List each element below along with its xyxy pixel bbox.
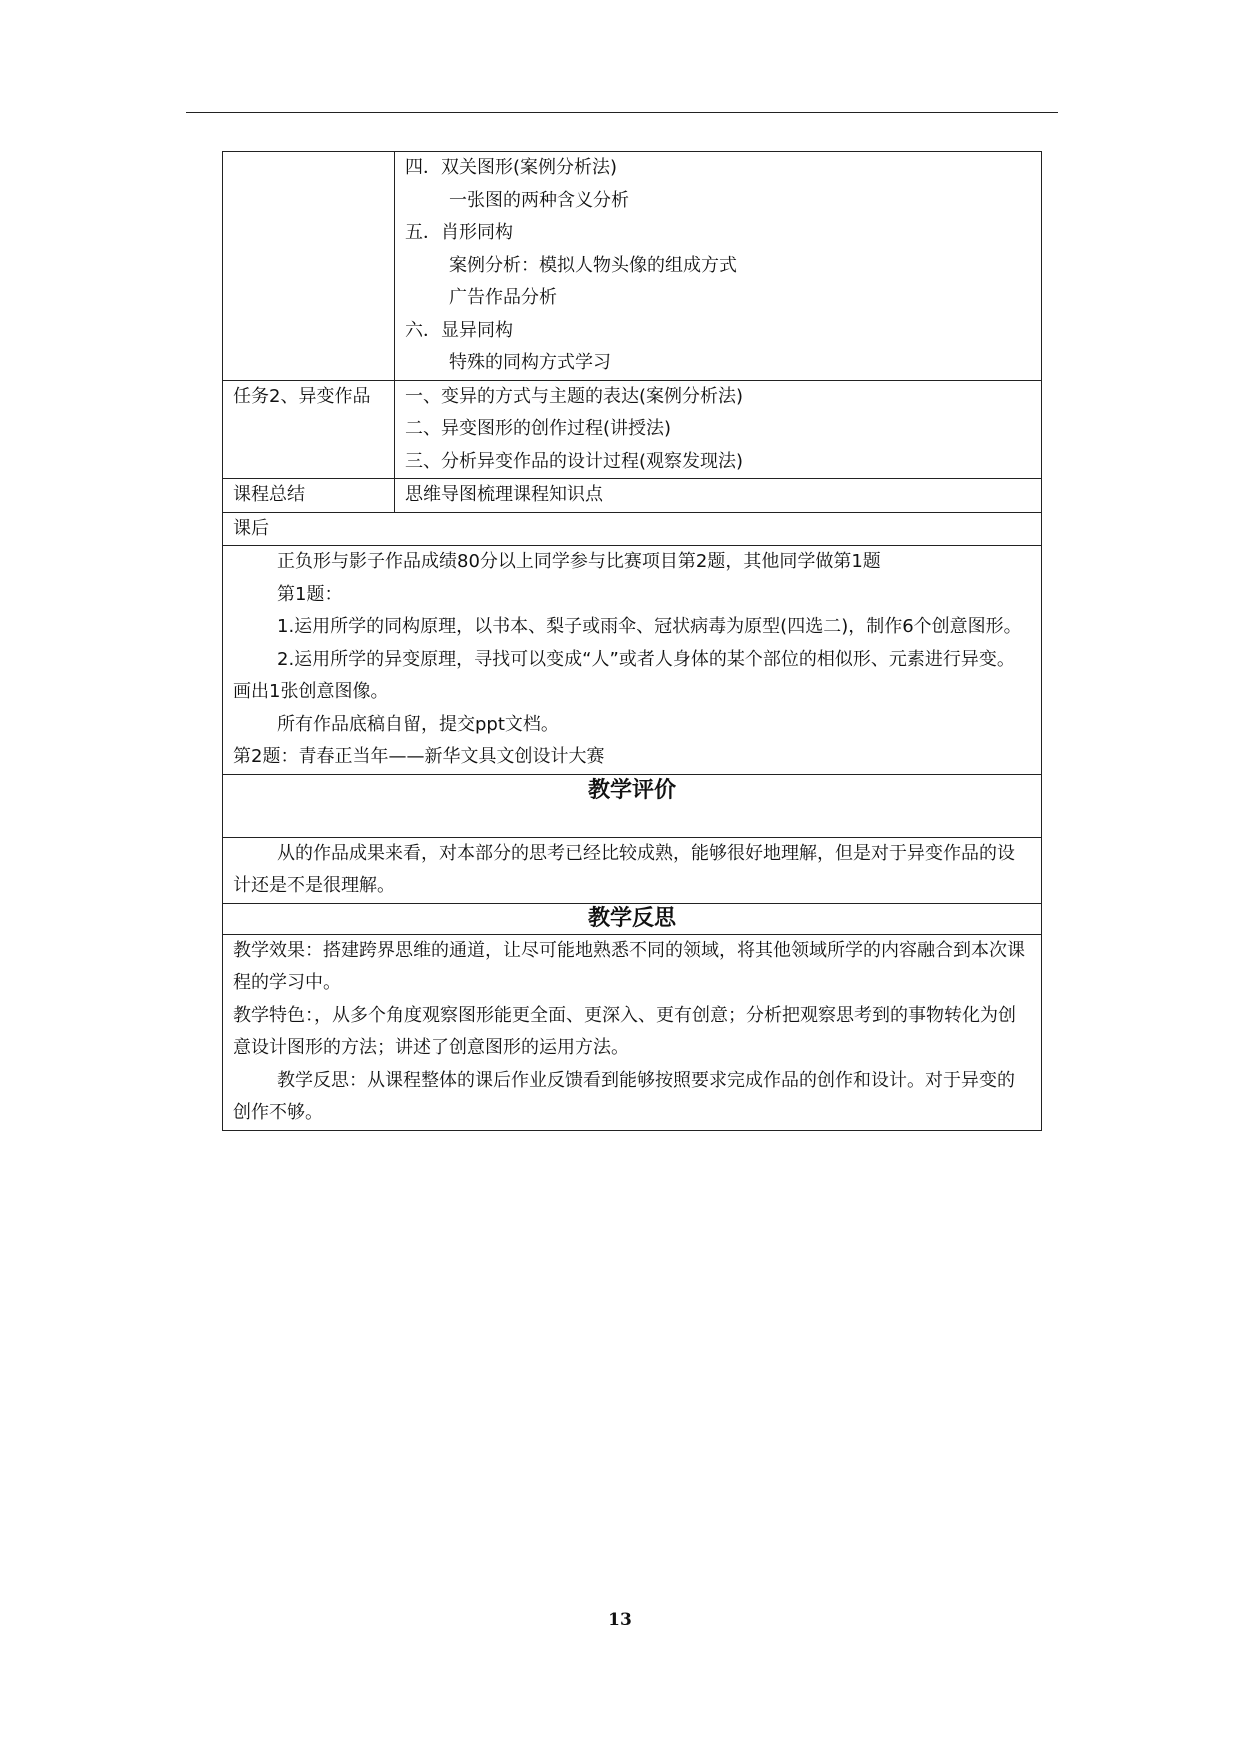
row-label: 任务2、异变作品 <box>223 380 395 479</box>
content-line: 二、异变图形的创作过程(讲授法) <box>405 418 672 439</box>
content-line: 思维导图梳理课程知识点 <box>405 484 603 505</box>
reflection-title-row <box>223 903 1042 934</box>
homework-content <box>223 546 1042 775</box>
evaluation-text: 从的作品成果来看，对本部分的思考已经比较成熟，能够很好地理解，但是对于异变作品的设计还是不是很理解。 <box>233 842 1015 896</box>
row-label: 课程总结 <box>223 479 395 513</box>
homework-line: 所有作品底稿自留，提交ppt文档。 <box>277 713 559 735</box>
reflection-line: 教学特色：，从多个角度观察图形能更全面、更深入、更有创意；分析把观察思考到的事物转化为创意设计图形的方法；讲述了创意图形的运用方法。 <box>233 1004 1016 1058</box>
after-class-heading: 课后 <box>223 512 1042 546</box>
row-content <box>395 479 1042 513</box>
row-content <box>395 152 1042 381</box>
content-line: 六．显异同构 <box>405 319 513 341</box>
homework-line: 第1题： <box>277 583 343 605</box>
evaluation-title: 教学评价 <box>223 774 1042 837</box>
content-line: 四．双关图形(案例分析法) <box>405 157 618 178</box>
content-line: 三、分析异变作品的设计过程(观察发现法) <box>405 450 744 472</box>
plan-row-summary <box>223 479 1042 513</box>
row-label <box>223 152 395 381</box>
homework-line: 第2题：青春正当年——新华文具文创设计大赛 <box>233 746 605 767</box>
content-line: 广告作品分析 <box>449 287 557 308</box>
plan-row-task2 <box>223 380 1042 479</box>
reflection-title: 教学反思 <box>223 903 1042 934</box>
page-number: 13 <box>608 1610 632 1630</box>
header-rule <box>186 112 1058 113</box>
reflection-content <box>223 934 1042 1130</box>
row-content <box>395 380 1042 479</box>
homework-line: 1.运用所学的同构原理，以书本、梨子或雨伞、冠状病毒为原型(四选二)，制作6个创意图形。 <box>277 616 1022 637</box>
content-line: 一、变异的方式与主题的表达(案例分析法) <box>405 385 744 407</box>
plan-row-methods <box>223 152 1042 381</box>
content-line: 五．肖形同构 <box>405 222 513 243</box>
content-line: 一张图的两种含义分析 <box>449 189 629 211</box>
reflection-row <box>223 934 1042 1130</box>
evaluation-title-row <box>223 774 1042 837</box>
after-class-row <box>223 546 1042 775</box>
evaluation-row <box>223 837 1042 903</box>
after-class-heading-row <box>223 512 1042 546</box>
lesson-plan-table <box>222 151 1042 1131</box>
reflection-line: 教学反思：从课程整体的课后作业反馈看到能够按照要求完成作品的创作和设计。对于异变的创作不够。 <box>233 1069 1015 1123</box>
content-line: 特殊的同构方式学习 <box>449 352 611 373</box>
evaluation-content <box>223 837 1042 903</box>
homework-line: 2.运用所学的异变原理，寻找可以变成“人”或者人身体的某个部位的相似形、元素进行异变。画出1张创意图像。 <box>233 648 1015 702</box>
reflection-line: 教学效果：搭建跨界思维的通道，让尽可能地熟悉不同的领域，将其他领域所学的内容融合到本次课程的学习中。 <box>233 939 1025 993</box>
homework-line: 正负形与影子作品成绩80分以上同学参与比赛项目第2题，其他同学做第1题 <box>277 551 881 572</box>
content-line: 案例分析：模拟人物头像的组成方式 <box>449 254 737 276</box>
